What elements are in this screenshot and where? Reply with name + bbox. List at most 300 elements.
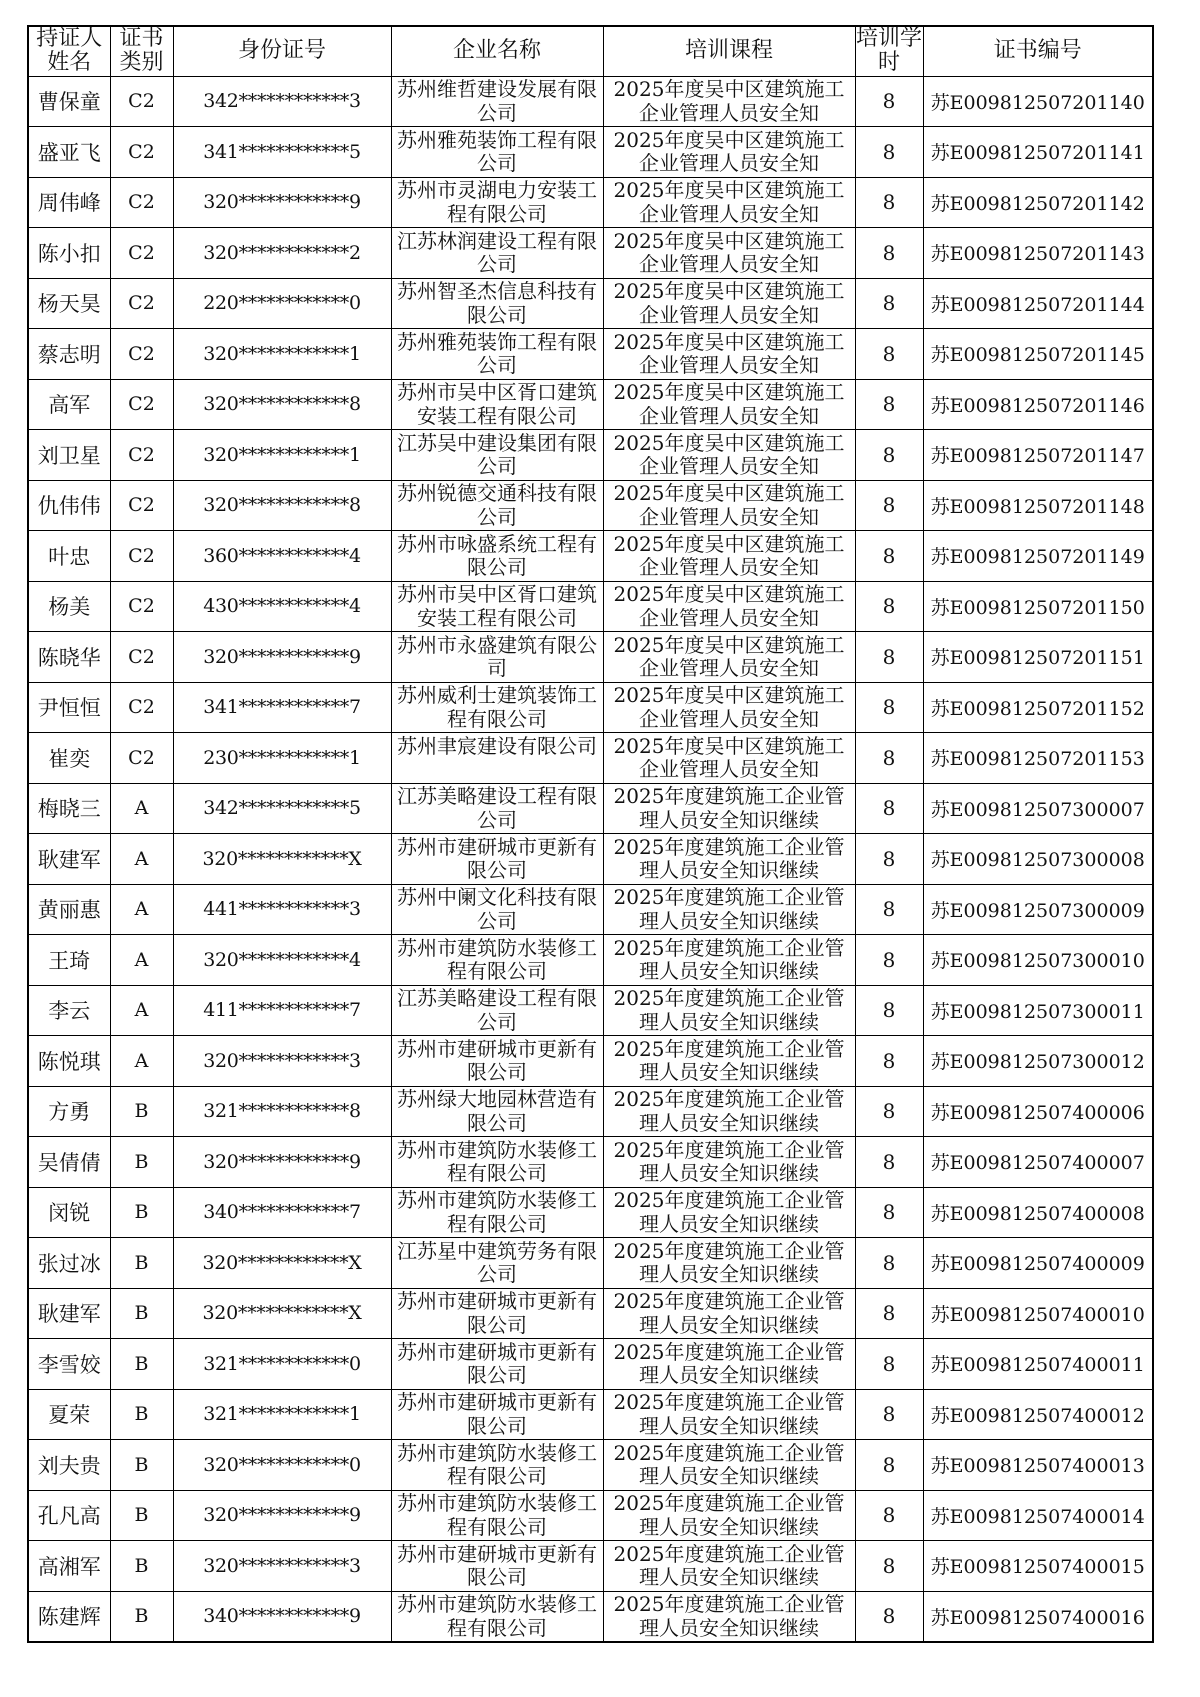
cell-company-text: 苏州锐德交通科技有限公司 bbox=[397, 482, 597, 529]
cell-company-text: 苏州市建筑防水装修工程有限公司 bbox=[397, 936, 597, 983]
table-row bbox=[28, 985, 1153, 1036]
cell-cert-category: A bbox=[110, 884, 173, 935]
cell-hours: 8 bbox=[855, 1288, 923, 1339]
cell-holder-name: 陈晓华 bbox=[28, 632, 110, 683]
cell-hours: 8 bbox=[855, 783, 923, 834]
cell-company-text: 江苏美略建设工程有限公司 bbox=[397, 987, 597, 1034]
cell-course-text: 2025年度建筑施工企业管理人员安全知识继续 bbox=[613, 835, 845, 882]
cell-company bbox=[391, 1137, 603, 1188]
cell-holder-name: 盛亚飞 bbox=[28, 127, 110, 178]
header-course: 培训课程 bbox=[603, 26, 855, 76]
cell-cert-number: 苏E009812507201141 bbox=[923, 127, 1153, 178]
cell-cert-number: 苏E009812507201140 bbox=[923, 76, 1153, 127]
cell-course bbox=[603, 581, 855, 632]
table-row bbox=[28, 127, 1153, 178]
table-row bbox=[28, 1187, 1153, 1238]
table-row bbox=[28, 177, 1153, 228]
cell-company-text: 苏州市建筑防水装修工程有限公司 bbox=[397, 1492, 597, 1539]
table-row bbox=[28, 884, 1153, 935]
cell-course-text: 2025年度吴中区建筑施工企业管理人员安全知 bbox=[613, 330, 845, 377]
cell-id-number: 320************X bbox=[173, 1288, 391, 1339]
cell-id-number: 320************1 bbox=[173, 329, 391, 380]
cell-company-text: 苏州聿宸建设有限公司 bbox=[397, 734, 597, 758]
cell-cert-number: 苏E009812507201153 bbox=[923, 733, 1153, 784]
table-row bbox=[28, 632, 1153, 683]
table-row bbox=[28, 783, 1153, 834]
cell-id-number: 320************X bbox=[173, 1238, 391, 1289]
cell-cert-number: 苏E009812507201148 bbox=[923, 480, 1153, 531]
cell-cert-category: C2 bbox=[110, 531, 173, 582]
cell-cert-category: A bbox=[110, 935, 173, 986]
cell-cert-number: 苏E009812507300007 bbox=[923, 783, 1153, 834]
cell-holder-name: 孔凡高 bbox=[28, 1490, 110, 1541]
cell-id-number: 320************8 bbox=[173, 379, 391, 430]
cell-company-text: 苏州市建筑防水装修工程有限公司 bbox=[397, 1189, 597, 1236]
cell-id-number: 441************3 bbox=[173, 884, 391, 935]
cell-holder-name: 周伟峰 bbox=[28, 177, 110, 228]
header-id-number: 身份证号 bbox=[173, 26, 391, 76]
cell-id-number: 342************3 bbox=[173, 76, 391, 127]
cell-company-text: 苏州市吴中区胥口建筑安装工程有限公司 bbox=[397, 583, 597, 630]
cell-company bbox=[391, 531, 603, 582]
cell-id-number: 321************8 bbox=[173, 1086, 391, 1137]
cell-holder-name: 崔奕 bbox=[28, 733, 110, 784]
cell-company-text: 苏州绿大地园林营造有限公司 bbox=[397, 1088, 597, 1135]
cell-company bbox=[391, 682, 603, 733]
cell-course-text: 2025年度建筑施工企业管理人员安全知识继续 bbox=[613, 1441, 845, 1488]
cell-cert-category: A bbox=[110, 1036, 173, 1087]
cell-course bbox=[603, 76, 855, 127]
cell-course-text: 2025年度建筑施工企业管理人员安全知识继续 bbox=[613, 1542, 845, 1589]
cell-holder-name: 高军 bbox=[28, 379, 110, 430]
cell-holder-name: 仇伟伟 bbox=[28, 480, 110, 531]
cell-company-text: 苏州中阑文化科技有限公司 bbox=[397, 886, 597, 933]
cell-course bbox=[603, 884, 855, 935]
cell-company bbox=[391, 480, 603, 531]
table-header bbox=[28, 26, 1153, 76]
cell-hours: 8 bbox=[855, 884, 923, 935]
cell-hours: 8 bbox=[855, 733, 923, 784]
table-row bbox=[28, 1137, 1153, 1188]
cell-cert-category: C2 bbox=[110, 430, 173, 481]
cell-holder-name: 梅晓三 bbox=[28, 783, 110, 834]
cell-course-text: 2025年度建筑施工企业管理人员安全知识继续 bbox=[613, 1492, 845, 1539]
cell-id-number: 340************7 bbox=[173, 1187, 391, 1238]
cell-hours: 8 bbox=[855, 1591, 923, 1642]
cell-cert-category: C2 bbox=[110, 581, 173, 632]
table-row bbox=[28, 1288, 1153, 1339]
cell-hours: 8 bbox=[855, 480, 923, 531]
cell-company-text: 苏州市灵湖电力安装工程有限公司 bbox=[397, 179, 597, 226]
header-hours: 培训学时 bbox=[855, 26, 922, 76]
cell-holder-name: 耿建军 bbox=[28, 1288, 110, 1339]
cell-course bbox=[603, 935, 855, 986]
cell-cert-number: 苏E009812507300008 bbox=[923, 834, 1153, 885]
cell-course bbox=[603, 480, 855, 531]
cell-cert-number: 苏E009812507201146 bbox=[923, 379, 1153, 430]
cell-holder-name: 蔡志明 bbox=[28, 329, 110, 380]
cell-course bbox=[603, 733, 855, 784]
cell-course-text: 2025年度建筑施工企业管理人员安全知识继续 bbox=[613, 987, 845, 1034]
cell-id-number: 320************9 bbox=[173, 1490, 391, 1541]
cell-company bbox=[391, 581, 603, 632]
cell-id-number: 320************8 bbox=[173, 480, 391, 531]
cell-company-text: 苏州雅苑装饰工程有限公司 bbox=[397, 330, 597, 377]
cell-cert-category: A bbox=[110, 834, 173, 885]
cell-course-text: 2025年度吴中区建筑施工企业管理人员安全知 bbox=[613, 482, 845, 529]
cell-course bbox=[603, 1086, 855, 1137]
cell-company-text: 江苏林润建设工程有限公司 bbox=[397, 229, 597, 276]
cell-course bbox=[603, 1591, 855, 1642]
cell-company-text: 苏州雅苑装饰工程有限公司 bbox=[397, 128, 597, 175]
cell-id-number: 340************9 bbox=[173, 1591, 391, 1642]
cell-course bbox=[603, 632, 855, 683]
cell-holder-name: 黄丽惠 bbox=[28, 884, 110, 935]
table-row bbox=[28, 1440, 1153, 1491]
cell-cert-category: B bbox=[110, 1440, 173, 1491]
cell-hours: 8 bbox=[855, 1238, 923, 1289]
cell-company bbox=[391, 228, 603, 279]
cell-company-text: 江苏美略建设工程有限公司 bbox=[397, 785, 597, 832]
cell-cert-number: 苏E009812507400016 bbox=[923, 1591, 1153, 1642]
cell-company bbox=[391, 1389, 603, 1440]
cell-hours: 8 bbox=[855, 228, 923, 279]
table-row bbox=[28, 531, 1153, 582]
cell-id-number: 321************1 bbox=[173, 1389, 391, 1440]
header-company: 企业名称 bbox=[391, 26, 603, 76]
cell-id-number: 430************4 bbox=[173, 581, 391, 632]
cell-cert-number: 苏E009812507300011 bbox=[923, 985, 1153, 1036]
cell-holder-name: 张过冰 bbox=[28, 1238, 110, 1289]
cell-holder-name: 陈悦琪 bbox=[28, 1036, 110, 1087]
cell-company-text: 苏州市吴中区胥口建筑安装工程有限公司 bbox=[397, 381, 597, 428]
cell-course-text: 2025年度建筑施工企业管理人员安全知识继续 bbox=[613, 1290, 845, 1337]
cell-course bbox=[603, 430, 855, 481]
table-row bbox=[28, 581, 1153, 632]
table-body bbox=[28, 76, 1153, 1642]
cell-hours: 8 bbox=[855, 1541, 923, 1592]
cell-hours: 8 bbox=[855, 531, 923, 582]
cell-company bbox=[391, 935, 603, 986]
cell-course bbox=[603, 834, 855, 885]
cell-id-number: 411************7 bbox=[173, 985, 391, 1036]
cell-cert-number: 苏E009812507400014 bbox=[923, 1490, 1153, 1541]
cell-course-text: 2025年度吴中区建筑施工企业管理人员安全知 bbox=[613, 179, 845, 226]
cell-cert-number: 苏E009812507400009 bbox=[923, 1238, 1153, 1289]
cell-company bbox=[391, 985, 603, 1036]
cell-hours: 8 bbox=[855, 1137, 923, 1188]
cell-hours: 8 bbox=[855, 935, 923, 986]
cell-company-text: 苏州市建研城市更新有限公司 bbox=[397, 1290, 597, 1337]
cell-course-text: 2025年度吴中区建筑施工企业管理人员安全知 bbox=[613, 532, 845, 579]
table-row bbox=[28, 480, 1153, 531]
cell-course bbox=[603, 1389, 855, 1440]
cell-holder-name: 吴倩倩 bbox=[28, 1137, 110, 1188]
cell-company-text: 苏州市建研城市更新有限公司 bbox=[397, 1340, 597, 1387]
cell-cert-category: B bbox=[110, 1288, 173, 1339]
cell-cert-number: 苏E009812507300010 bbox=[923, 935, 1153, 986]
cell-cert-number: 苏E009812507400006 bbox=[923, 1086, 1153, 1137]
cell-cert-category: B bbox=[110, 1238, 173, 1289]
cell-course bbox=[603, 1440, 855, 1491]
cell-course-text: 2025年度吴中区建筑施工企业管理人员安全知 bbox=[613, 431, 845, 478]
cell-hours: 8 bbox=[855, 76, 923, 127]
cell-hours: 8 bbox=[855, 1339, 923, 1390]
table-row bbox=[28, 935, 1153, 986]
cell-company-text: 苏州市建筑防水装修工程有限公司 bbox=[397, 1441, 597, 1488]
cell-company bbox=[391, 1591, 603, 1642]
cell-course bbox=[603, 985, 855, 1036]
cell-company bbox=[391, 733, 603, 784]
cell-cert-number: 苏E009812507201152 bbox=[923, 682, 1153, 733]
cell-cert-number: 苏E009812507400012 bbox=[923, 1389, 1153, 1440]
cell-course-text: 2025年度建筑施工企业管理人员安全知识继续 bbox=[613, 1189, 845, 1236]
cell-id-number: 360************4 bbox=[173, 531, 391, 582]
cell-company-text: 苏州市建研城市更新有限公司 bbox=[397, 1391, 597, 1438]
cell-course-text: 2025年度建筑施工企业管理人员安全知识继续 bbox=[613, 1037, 845, 1084]
cell-company bbox=[391, 1288, 603, 1339]
cell-cert-number: 苏E009812507201145 bbox=[923, 329, 1153, 380]
cell-cert-category: C2 bbox=[110, 127, 173, 178]
cell-course bbox=[603, 228, 855, 279]
table-row bbox=[28, 76, 1153, 127]
cell-course-text: 2025年度吴中区建筑施工企业管理人员安全知 bbox=[613, 583, 845, 630]
cell-hours: 8 bbox=[855, 278, 923, 329]
cell-company-text: 苏州市建研城市更新有限公司 bbox=[397, 1037, 597, 1084]
cell-company bbox=[391, 1440, 603, 1491]
cell-course bbox=[603, 1187, 855, 1238]
cell-company bbox=[391, 76, 603, 127]
cell-holder-name: 陈小扣 bbox=[28, 228, 110, 279]
cell-company bbox=[391, 1238, 603, 1289]
cell-cert-number: 苏E009812507201149 bbox=[923, 531, 1153, 582]
cell-course-text: 2025年度建筑施工企业管理人员安全知识继续 bbox=[613, 1391, 845, 1438]
header-row bbox=[28, 26, 1153, 76]
cell-cert-number: 苏E009812507400013 bbox=[923, 1440, 1153, 1491]
cell-course-text: 2025年度吴中区建筑施工企业管理人员安全知 bbox=[613, 633, 845, 680]
cell-hours: 8 bbox=[855, 682, 923, 733]
cell-id-number: 320************X bbox=[173, 834, 391, 885]
cell-id-number: 320************9 bbox=[173, 177, 391, 228]
cell-course-text: 2025年度吴中区建筑施工企业管理人员安全知 bbox=[613, 128, 845, 175]
header-cert-category: 证书类别 bbox=[110, 26, 173, 76]
cell-cert-number: 苏E009812507400011 bbox=[923, 1339, 1153, 1390]
cell-hours: 8 bbox=[855, 1187, 923, 1238]
table-row bbox=[28, 682, 1153, 733]
cell-cert-category: B bbox=[110, 1389, 173, 1440]
cell-cert-number: 苏E009812507201143 bbox=[923, 228, 1153, 279]
cell-course bbox=[603, 531, 855, 582]
cell-cert-category: B bbox=[110, 1541, 173, 1592]
cell-holder-name: 耿建军 bbox=[28, 834, 110, 885]
cell-id-number: 320************3 bbox=[173, 1541, 391, 1592]
cell-holder-name: 杨美 bbox=[28, 581, 110, 632]
cell-course-text: 2025年度建筑施工企业管理人员安全知识继续 bbox=[613, 1138, 845, 1185]
cell-id-number: 341************7 bbox=[173, 682, 391, 733]
cell-course bbox=[603, 1541, 855, 1592]
cell-company bbox=[391, 1541, 603, 1592]
cell-cert-number: 苏E009812507300012 bbox=[923, 1036, 1153, 1087]
table-row bbox=[28, 1086, 1153, 1137]
cell-hours: 8 bbox=[855, 834, 923, 885]
cell-course bbox=[603, 1036, 855, 1087]
cell-holder-name: 刘卫星 bbox=[28, 430, 110, 481]
table-row bbox=[28, 1036, 1153, 1087]
cell-company bbox=[391, 1086, 603, 1137]
cell-id-number: 341************5 bbox=[173, 127, 391, 178]
cell-cert-category: C2 bbox=[110, 632, 173, 683]
cell-cert-category: C2 bbox=[110, 682, 173, 733]
cell-course-text: 2025年度建筑施工企业管理人员安全知识继续 bbox=[613, 886, 845, 933]
cell-cert-category: B bbox=[110, 1086, 173, 1137]
table-row bbox=[28, 1490, 1153, 1541]
table-row bbox=[28, 1389, 1153, 1440]
cell-company bbox=[391, 1036, 603, 1087]
cell-company-text: 苏州市建筑防水装修工程有限公司 bbox=[397, 1138, 597, 1185]
cell-company bbox=[391, 1187, 603, 1238]
cell-hours: 8 bbox=[855, 1440, 923, 1491]
cell-course bbox=[603, 379, 855, 430]
cell-id-number: 320************4 bbox=[173, 935, 391, 986]
cell-course-text: 2025年度建筑施工企业管理人员安全知识继续 bbox=[613, 1088, 845, 1135]
cell-cert-category: C2 bbox=[110, 278, 173, 329]
cell-hours: 8 bbox=[855, 985, 923, 1036]
cell-company-text: 苏州市建研城市更新有限公司 bbox=[397, 1542, 597, 1589]
cell-holder-name: 方勇 bbox=[28, 1086, 110, 1137]
cell-cert-number: 苏E009812507300009 bbox=[923, 884, 1153, 935]
cell-cert-category: A bbox=[110, 783, 173, 834]
cell-holder-name: 曹保童 bbox=[28, 76, 110, 127]
cell-cert-category: C2 bbox=[110, 480, 173, 531]
cell-course-text: 2025年度吴中区建筑施工企业管理人员安全知 bbox=[613, 381, 845, 428]
cell-course bbox=[603, 127, 855, 178]
cell-cert-number: 苏E009812507201144 bbox=[923, 278, 1153, 329]
cell-course bbox=[603, 783, 855, 834]
certificate-table bbox=[27, 25, 1154, 1643]
cell-cert-number: 苏E009812507201151 bbox=[923, 632, 1153, 683]
cell-course bbox=[603, 1339, 855, 1390]
cell-holder-name: 高湘军 bbox=[28, 1541, 110, 1592]
cell-cert-number: 苏E009812507400010 bbox=[923, 1288, 1153, 1339]
cell-id-number: 320************9 bbox=[173, 632, 391, 683]
cell-course bbox=[603, 177, 855, 228]
cell-course-text: 2025年度吴中区建筑施工企业管理人员安全知 bbox=[613, 229, 845, 276]
cell-id-number: 320************1 bbox=[173, 430, 391, 481]
cell-cert-category: C2 bbox=[110, 76, 173, 127]
cell-holder-name: 刘夫贵 bbox=[28, 1440, 110, 1491]
cell-cert-category: B bbox=[110, 1137, 173, 1188]
cell-company bbox=[391, 329, 603, 380]
cell-holder-name: 叶忠 bbox=[28, 531, 110, 582]
cell-id-number: 320************2 bbox=[173, 228, 391, 279]
cell-company-text: 苏州维哲建设发展有限公司 bbox=[397, 78, 597, 125]
table-row bbox=[28, 278, 1153, 329]
cell-hours: 8 bbox=[855, 1036, 923, 1087]
cell-cert-category: C2 bbox=[110, 733, 173, 784]
cell-course bbox=[603, 329, 855, 380]
table-row bbox=[28, 379, 1153, 430]
cell-course-text: 2025年度建筑施工企业管理人员安全知识继续 bbox=[613, 1239, 845, 1286]
cell-company bbox=[391, 783, 603, 834]
table-row bbox=[28, 430, 1153, 481]
cell-company bbox=[391, 834, 603, 885]
cell-holder-name: 杨天昊 bbox=[28, 278, 110, 329]
cell-cert-number: 苏E009812507400007 bbox=[923, 1137, 1153, 1188]
cell-cert-category: B bbox=[110, 1591, 173, 1642]
cell-course bbox=[603, 1490, 855, 1541]
cell-hours: 8 bbox=[855, 1086, 923, 1137]
cell-id-number: 342************5 bbox=[173, 783, 391, 834]
cell-course bbox=[603, 1238, 855, 1289]
cell-company-text: 苏州市建筑防水装修工程有限公司 bbox=[397, 1593, 597, 1639]
cell-company bbox=[391, 379, 603, 430]
cell-course bbox=[603, 278, 855, 329]
cell-holder-name: 李雪姣 bbox=[28, 1339, 110, 1390]
header-cert-number: 证书编号 bbox=[923, 26, 1153, 76]
cell-cert-category: C2 bbox=[110, 329, 173, 380]
table-row bbox=[28, 834, 1153, 885]
cell-hours: 8 bbox=[855, 329, 923, 380]
cell-company bbox=[391, 884, 603, 935]
cell-hours: 8 bbox=[855, 127, 923, 178]
cell-company-text: 苏州市建研城市更新有限公司 bbox=[397, 835, 597, 882]
cell-company-text: 江苏吴中建设集团有限公司 bbox=[397, 431, 597, 478]
table-row bbox=[28, 1238, 1153, 1289]
cell-hours: 8 bbox=[855, 379, 923, 430]
cell-course-text: 2025年度建筑施工企业管理人员安全知识继续 bbox=[613, 936, 845, 983]
cell-course-text: 2025年度吴中区建筑施工企业管理人员安全知 bbox=[613, 684, 845, 731]
cell-holder-name: 陈建辉 bbox=[28, 1591, 110, 1642]
table-row bbox=[28, 1541, 1153, 1592]
table-row bbox=[28, 329, 1153, 380]
cell-cert-number: 苏E009812507400015 bbox=[923, 1541, 1153, 1592]
cell-cert-category: B bbox=[110, 1490, 173, 1541]
cell-holder-name: 王琦 bbox=[28, 935, 110, 986]
cell-course bbox=[603, 1288, 855, 1339]
cell-id-number: 320************3 bbox=[173, 1036, 391, 1087]
cell-cert-category: A bbox=[110, 985, 173, 1036]
cell-company-text: 苏州威利士建筑装饰工程有限公司 bbox=[397, 684, 597, 731]
cell-company bbox=[391, 278, 603, 329]
table-row bbox=[28, 1591, 1153, 1642]
cell-course-text: 2025年度建筑施工企业管理人员安全知识继续 bbox=[613, 1340, 845, 1387]
cell-company-text: 苏州市咏盛系统工程有限公司 bbox=[397, 532, 597, 579]
cell-id-number: 320************9 bbox=[173, 1137, 391, 1188]
table-row bbox=[28, 1339, 1153, 1390]
cell-course bbox=[603, 1137, 855, 1188]
cell-cert-category: C2 bbox=[110, 379, 173, 430]
cell-hours: 8 bbox=[855, 430, 923, 481]
cell-company bbox=[391, 1339, 603, 1390]
cell-id-number: 320************0 bbox=[173, 1440, 391, 1491]
cell-holder-name: 闵锐 bbox=[28, 1187, 110, 1238]
cell-cert-category: B bbox=[110, 1187, 173, 1238]
cell-id-number: 230************1 bbox=[173, 733, 391, 784]
cell-course bbox=[603, 682, 855, 733]
cell-course-text: 2025年度吴中区建筑施工企业管理人员安全知 bbox=[613, 734, 845, 781]
cell-cert-number: 苏E009812507201150 bbox=[923, 581, 1153, 632]
cell-hours: 8 bbox=[855, 632, 923, 683]
cell-company bbox=[391, 430, 603, 481]
table-row bbox=[28, 733, 1153, 784]
cell-hours: 8 bbox=[855, 581, 923, 632]
cell-cert-category: B bbox=[110, 1339, 173, 1390]
cell-company bbox=[391, 632, 603, 683]
cell-course-text: 2025年度建筑施工企业管理人员安全知识继续 bbox=[613, 785, 845, 832]
cell-cert-category: C2 bbox=[110, 177, 173, 228]
table-row bbox=[28, 228, 1153, 279]
cell-course-text: 2025年度建筑施工企业管理人员安全知识继续 bbox=[613, 1593, 845, 1639]
